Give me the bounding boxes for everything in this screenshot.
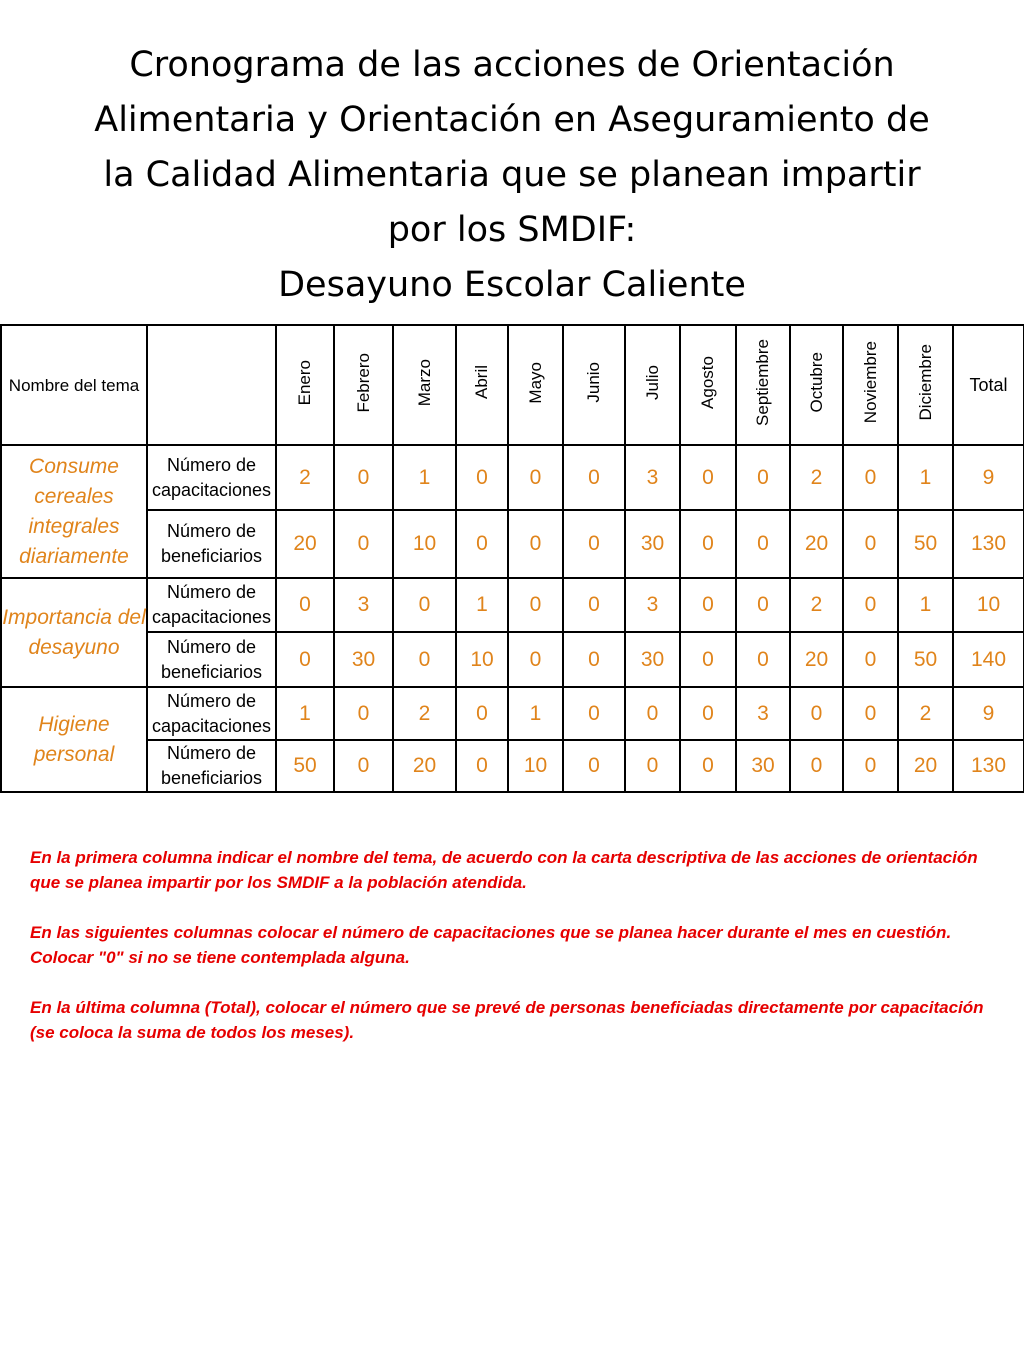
value-cell: 0 <box>456 445 508 510</box>
instructions <box>30 845 990 1070</box>
page-title <box>0 38 1024 313</box>
value-cell: 2 <box>790 445 843 510</box>
value-cell: 1 <box>393 445 456 510</box>
total-cell: 130 <box>953 740 1024 792</box>
header-month <box>334 325 393 445</box>
value-cell: 0 <box>680 740 736 792</box>
instruction-note: En la última columna (Total), colocar el número que se prevé de personas beneficiadas directamente por capacitación (se coloca la suma de todos los meses). <box>30 998 984 1042</box>
header-month <box>563 325 625 445</box>
value-cell: 1 <box>898 578 953 632</box>
header-metric <box>147 325 276 445</box>
topic-name: Consume cereales integrales diariamente <box>1 445 147 578</box>
month-label: Julio <box>642 365 662 400</box>
value-cell: 2 <box>898 687 953 740</box>
value-cell: 0 <box>563 578 625 632</box>
total-cell: 140 <box>953 632 1024 687</box>
header-month <box>625 325 680 445</box>
value-cell: 0 <box>276 578 334 632</box>
value-cell: 0 <box>334 445 393 510</box>
value-cell: 0 <box>456 687 508 740</box>
value-cell: 2 <box>393 687 456 740</box>
month-label: Enero <box>295 359 314 406</box>
value-cell: 50 <box>276 740 334 792</box>
table-row <box>1 578 1024 632</box>
value-cell: 0 <box>790 687 843 740</box>
month-label: Diciembre <box>915 344 935 421</box>
topic-name: Higiene personal <box>1 687 147 792</box>
value-cell: 10 <box>456 632 508 687</box>
month-label: Octubre <box>806 352 826 413</box>
table-row <box>1 687 1024 740</box>
metric-label: Número de capacitaciones <box>147 578 276 632</box>
topic-name: Importancia del desayuno <box>1 578 147 687</box>
title-line: Alimentaria y Orientación en Aseguramiento de <box>94 100 930 140</box>
metric-label: Número de beneficiarios <box>147 510 276 578</box>
value-cell: 0 <box>563 510 625 578</box>
title-line: por los SMDIF: <box>387 210 637 250</box>
value-cell: 1 <box>508 687 563 740</box>
value-cell: 0 <box>736 445 790 510</box>
schedule-table <box>0 324 1024 793</box>
month-label: Mayo <box>525 361 545 404</box>
value-cell: 20 <box>898 740 953 792</box>
table-row <box>1 632 1024 687</box>
value-cell: 20 <box>393 740 456 792</box>
value-cell: 0 <box>843 740 898 792</box>
title-line: la Calidad Alimentaria que se planean impartir <box>103 155 921 195</box>
value-cell: 0 <box>680 445 736 510</box>
title-line: Desayuno Escolar Caliente <box>278 265 746 305</box>
value-cell: 0 <box>563 632 625 687</box>
header-month <box>898 325 953 445</box>
header-month <box>276 325 334 445</box>
value-cell: 1 <box>898 445 953 510</box>
value-cell: 20 <box>790 632 843 687</box>
header-month <box>393 325 456 445</box>
value-cell: 0 <box>843 445 898 510</box>
value-cell: 0 <box>334 510 393 578</box>
value-cell: 0 <box>393 632 456 687</box>
header-month <box>736 325 790 445</box>
value-cell: 10 <box>508 740 563 792</box>
value-cell: 0 <box>456 740 508 792</box>
value-cell: 3 <box>625 445 680 510</box>
value-cell: 0 <box>625 687 680 740</box>
value-cell: 0 <box>563 740 625 792</box>
value-cell: 0 <box>680 632 736 687</box>
metric-label: Número de beneficiarios <box>147 740 276 792</box>
value-cell: 0 <box>508 578 563 632</box>
value-cell: 1 <box>276 687 334 740</box>
value-cell: 30 <box>736 740 790 792</box>
value-cell: 0 <box>456 510 508 578</box>
total-cell: 130 <box>953 510 1024 578</box>
value-cell: 50 <box>898 632 953 687</box>
value-cell: 0 <box>563 445 625 510</box>
header-month <box>508 325 563 445</box>
value-cell: 20 <box>276 510 334 578</box>
total-cell: 9 <box>953 445 1024 510</box>
value-cell: 3 <box>625 578 680 632</box>
value-cell: 3 <box>334 578 393 632</box>
header-month <box>790 325 843 445</box>
month-label: Febrero <box>353 352 373 413</box>
value-cell: 10 <box>393 510 456 578</box>
value-cell: 0 <box>736 578 790 632</box>
value-cell: 0 <box>276 632 334 687</box>
instruction-note: En la primera columna indicar el nombre del tema, de acuerdo con la carta descriptiva de las acciones de orientación que se planea impartir por los SMDIF a la población atendida. <box>30 848 978 892</box>
value-cell: 20 <box>790 510 843 578</box>
header-month <box>456 325 508 445</box>
total-cell: 9 <box>953 687 1024 740</box>
value-cell: 0 <box>843 510 898 578</box>
value-cell: 2 <box>276 445 334 510</box>
total-cell: 10 <box>953 578 1024 632</box>
value-cell: 0 <box>625 740 680 792</box>
table-row <box>1 445 1024 510</box>
value-cell: 0 <box>790 740 843 792</box>
value-cell: 0 <box>843 578 898 632</box>
metric-label: Número de capacitaciones <box>147 687 276 740</box>
header-month <box>680 325 736 445</box>
value-cell: 50 <box>898 510 953 578</box>
value-cell: 0 <box>680 687 736 740</box>
value-cell: 0 <box>843 687 898 740</box>
value-cell: 2 <box>790 578 843 632</box>
value-cell: 30 <box>625 632 680 687</box>
value-cell: 0 <box>393 578 456 632</box>
title-line: Cronograma de las acciones de Orientación <box>129 45 895 85</box>
month-label: Noviembre <box>860 341 880 424</box>
value-cell: 1 <box>456 578 508 632</box>
value-cell: 0 <box>508 510 563 578</box>
value-cell: 0 <box>508 632 563 687</box>
value-cell: 0 <box>563 687 625 740</box>
value-cell: 30 <box>625 510 680 578</box>
table-row <box>1 510 1024 578</box>
value-cell: 0 <box>680 578 736 632</box>
month-label: Abril <box>472 365 491 400</box>
value-cell: 0 <box>334 740 393 792</box>
month-label: Septiembre <box>753 339 772 426</box>
table-row <box>1 740 1024 792</box>
value-cell: 0 <box>736 632 790 687</box>
value-cell: 30 <box>334 632 393 687</box>
value-cell: 0 <box>843 632 898 687</box>
value-cell: 0 <box>508 445 563 510</box>
metric-label: Número de beneficiarios <box>147 632 276 687</box>
value-cell: 3 <box>736 687 790 740</box>
table-header-row <box>1 325 1024 445</box>
metric-label: Número de capacitaciones <box>147 445 276 510</box>
header-month <box>843 325 898 445</box>
month-label: Junio <box>584 362 603 403</box>
value-cell: 0 <box>334 687 393 740</box>
instruction-note: En las siguientes columnas colocar el número de capacitaciones que se planea hacer durante el mes en cuestión. Colocar "0" si no se tiene contemplada alguna. <box>30 923 952 967</box>
month-label: Agosto <box>698 356 717 409</box>
header-total: Total <box>953 325 1024 445</box>
month-label: Marzo <box>414 358 434 407</box>
value-cell: 0 <box>736 510 790 578</box>
value-cell: 0 <box>680 510 736 578</box>
header-topic-name: Nombre del tema <box>1 325 147 445</box>
